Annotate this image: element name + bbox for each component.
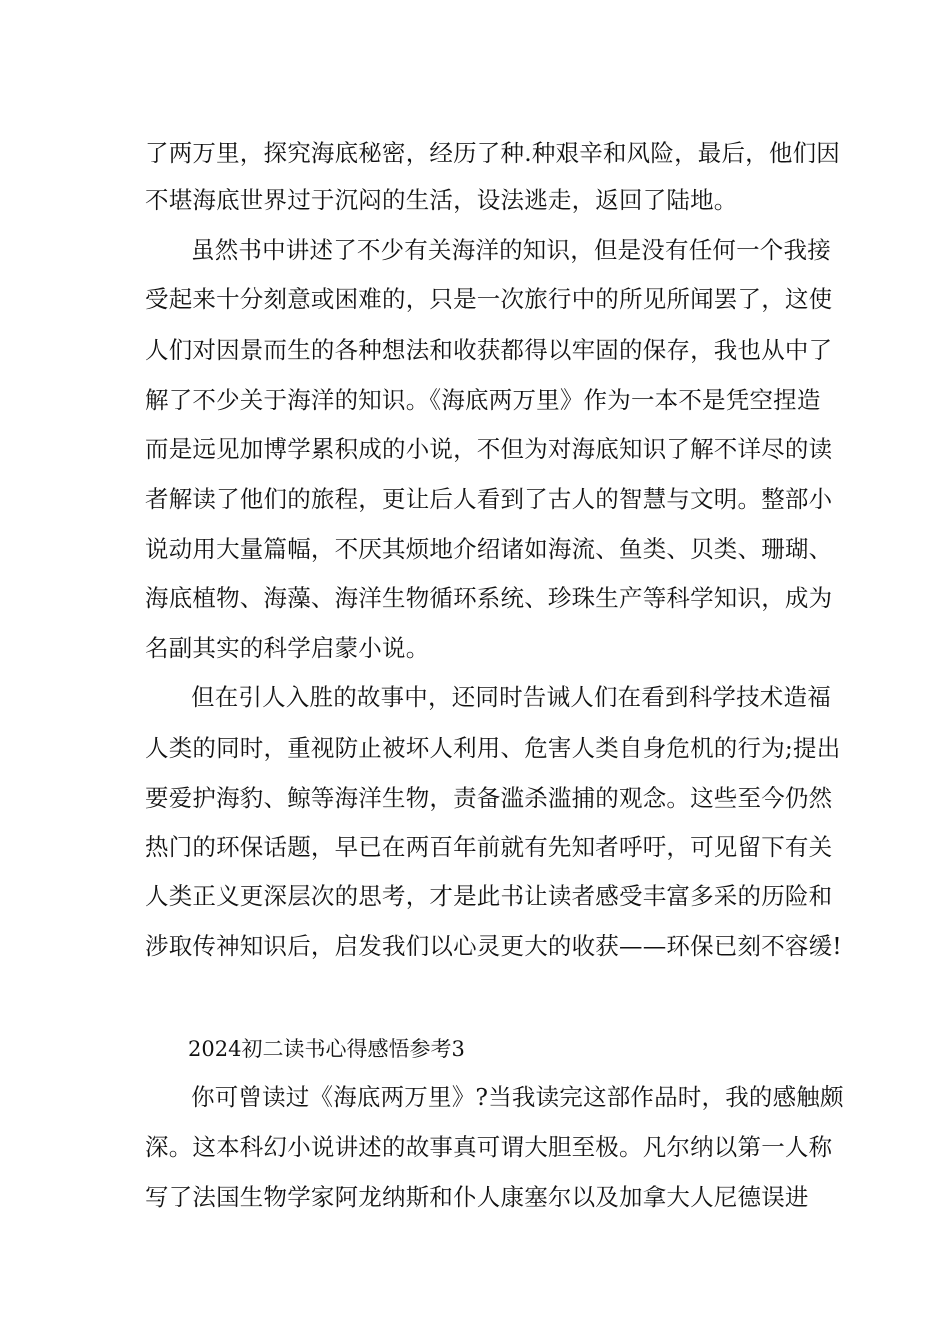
- section-heading: 2024初二读书心得感悟参考3: [188, 1037, 465, 1061]
- text-line: 名副其实的科学启蒙小说。: [145, 634, 430, 662]
- text-line: 受起来十分刻意或困难的，只是一次旅行中的所见所闻罢了，这使: [145, 285, 833, 313]
- text-line: 虽然书中讲述了不少有关海洋的知识，但是没有任何一个我接: [191, 236, 831, 264]
- text-line: 解了不少关于海洋的知识。《海底两万里》作为一本不是凭空捏造: [145, 386, 821, 414]
- text-line: 人类正义更深层次的思考，才是此书让读者感受丰富多采的历险和: [145, 882, 833, 910]
- text-line: 但在引人入胜的故事中，还同时告诫人们在看到科学技术造福: [191, 683, 831, 711]
- text-line: 人类的同时，重视防止被坏人利用、危害人类自身危机的行为;提出: [145, 734, 841, 762]
- text-line: 海底植物、海藻、海洋生物循环系统、珍珠生产等科学知识，成为: [145, 584, 833, 612]
- text-line: 者解读了他们的旅程，更让后人看到了古人的智慧与文明。整部小: [145, 485, 833, 513]
- text-line: 你可曾读过《海底两万里》?当我读完这部作品时，我的感触颇: [191, 1083, 844, 1111]
- text-line: 要爱护海豹、鲸等海洋生物，责备滥杀滥捕的观念。这些至今仍然: [145, 784, 833, 812]
- text-line: 人们对因景而生的各种想法和收获都得以牢固的保存，我也从中了: [145, 336, 833, 364]
- text-line: 说动用大量篇幅，不厌其烦地介绍诸如海流、鱼类、贝类、珊瑚、: [145, 535, 833, 563]
- text-line: 写了法国生物学家阿龙纳斯和仆人康塞尔以及加拿大人尼德误进: [145, 1183, 809, 1211]
- text-line: 了两万里，探究海底秘密，经历了种.种艰辛和风险，最后，他们因: [145, 139, 840, 167]
- text-line: 而是远见加博学累积成的小说，不但为对海底知识了解不详尽的读: [145, 435, 833, 463]
- text-line: 不堪海底世界过于沉闷的生活，设法逃走，返回了陆地。: [145, 186, 738, 214]
- text-line: 热门的环保话题，早已在两百年前就有先知者呼吁，可见留下有关: [145, 833, 833, 861]
- text-line: 涉取传神知识后，启发我们以心灵更大的收获——环保已刻不容缓!: [145, 932, 842, 960]
- text-line: 深。这本科幻小说讲述的故事真可谓大胆至极。凡尔纳以第一人称: [145, 1133, 833, 1161]
